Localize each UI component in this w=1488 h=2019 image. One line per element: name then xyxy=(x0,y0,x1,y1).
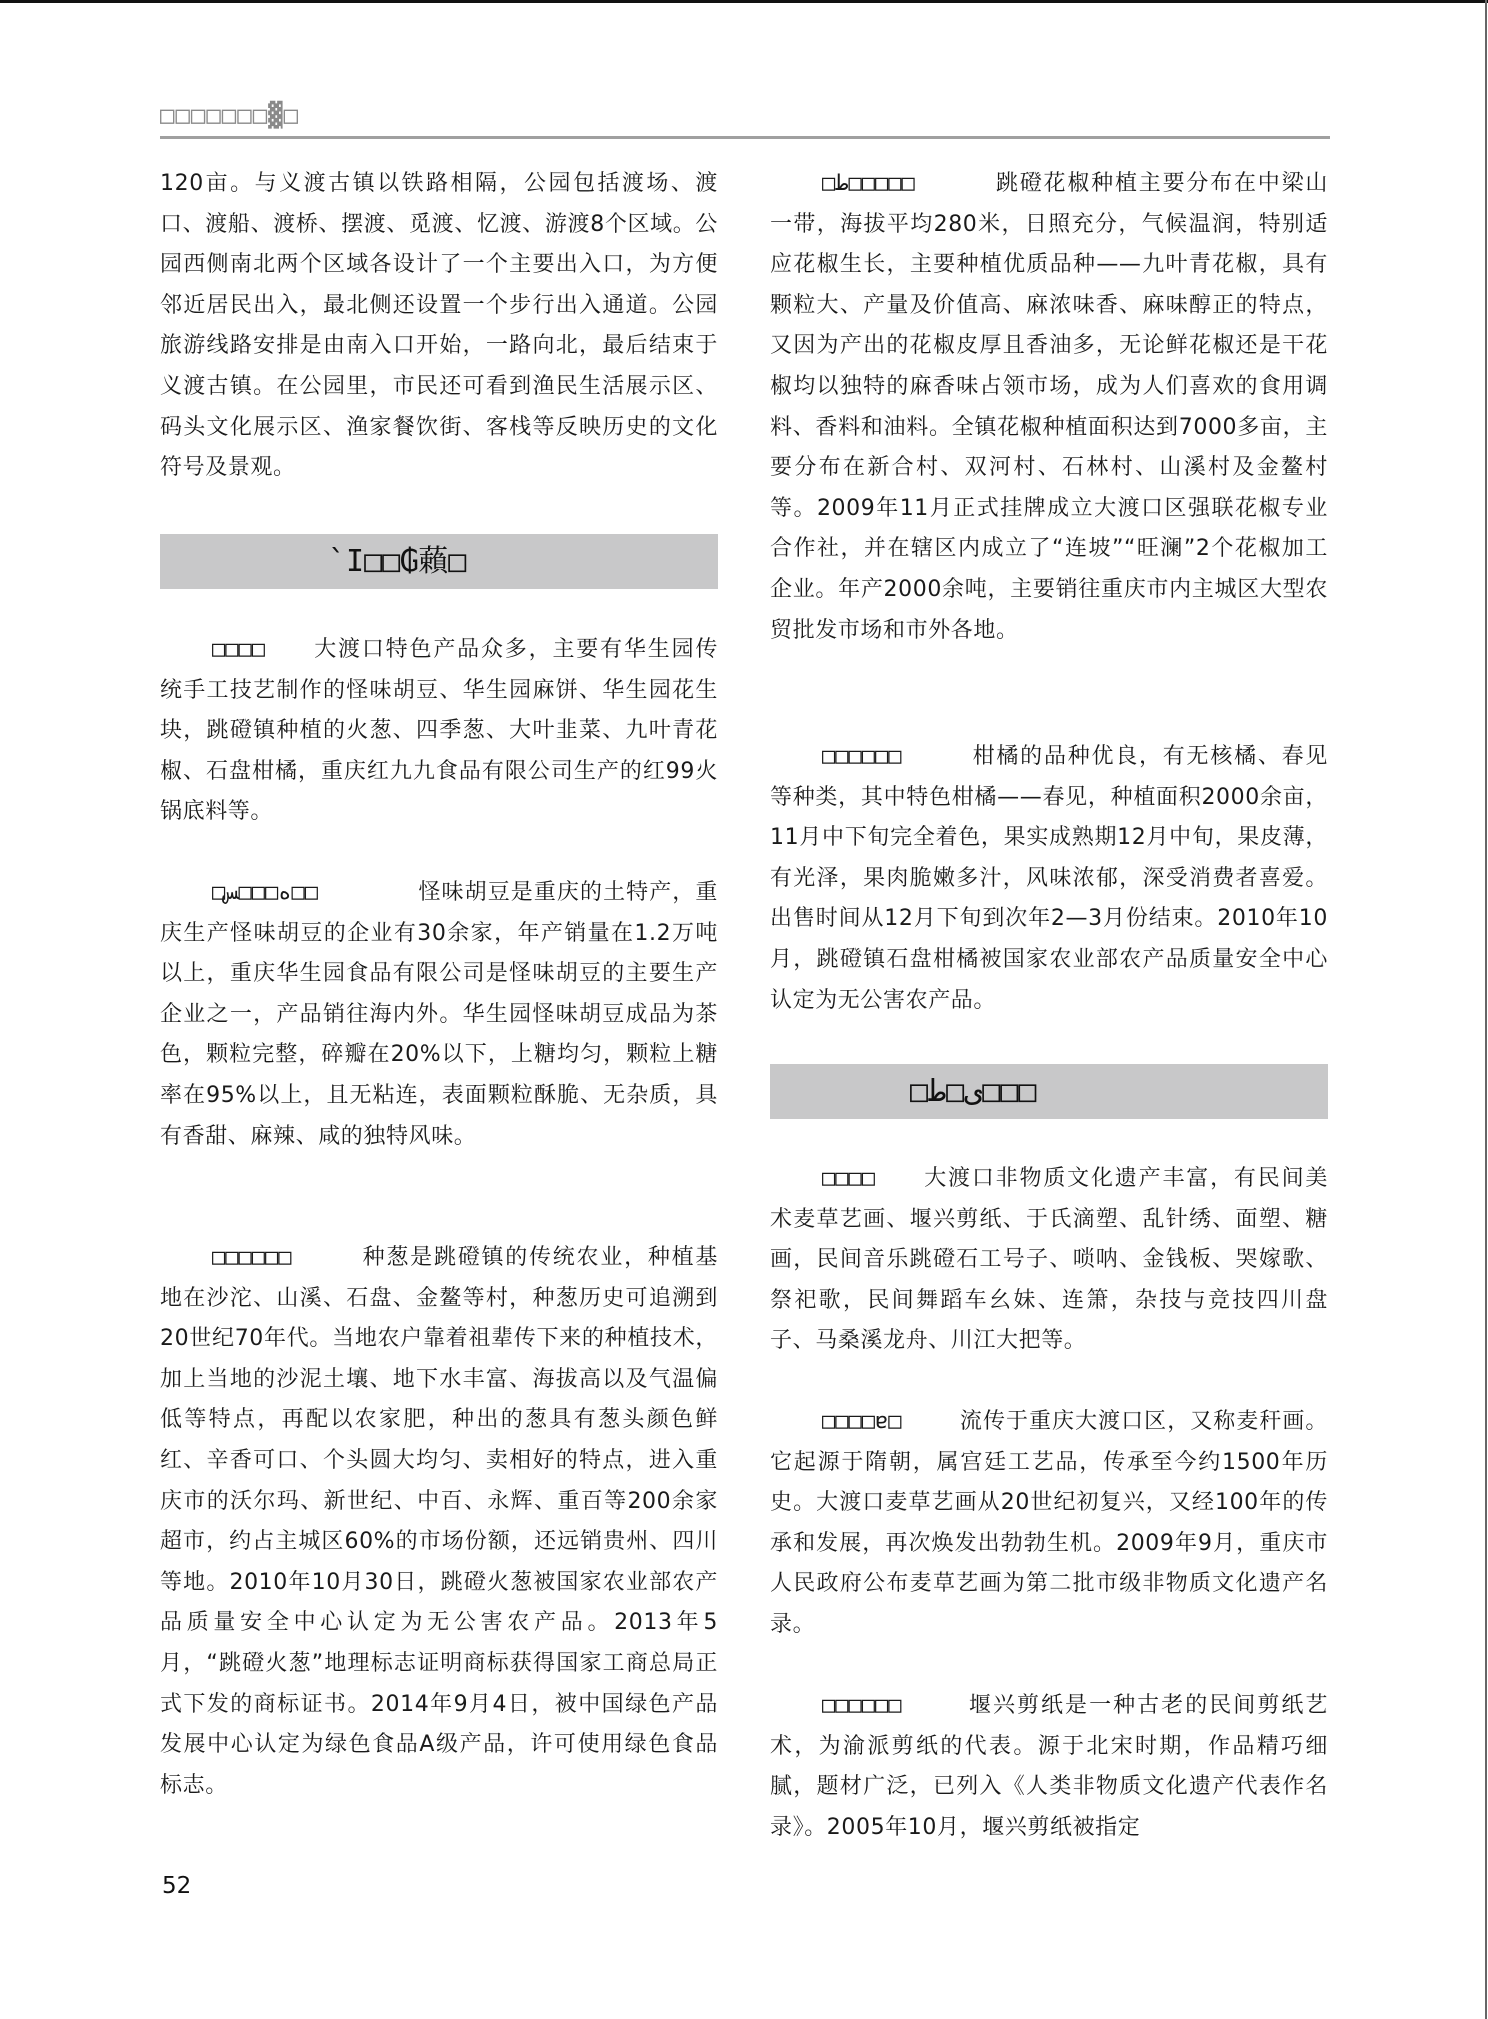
paragraph xyxy=(770,1402,1328,1646)
paragraph-subtitle: □□□□ xyxy=(822,1166,875,1191)
paragraph xyxy=(160,164,718,489)
page-number: 52 xyxy=(162,1873,192,1899)
paragraph-subtitle: □□□□ xyxy=(212,637,265,662)
paragraph-text: 柑橘的品种优良，有无核橘、春见等种类，其中特色柑橘——春见，种植面积2000余亩，11月中下旬完全着色，果实成熟期12月中旬，果皮薄，有光泽，果肉脆嫩多汁，风味浓郁，深受消费者喜爱。出售时间从12月下旬到次年2—3月份结束。2010年10月，跳磴镇石盘柑橘被国家农业部农产品质量安全中心认定为无公害农产品。 xyxy=(770,744,1328,1013)
paragraph xyxy=(770,737,1328,1021)
paragraph xyxy=(770,1159,1328,1362)
header-rule xyxy=(160,136,1330,139)
paragraph-text: 流传于重庆大渡口区，又称麦秆画。它起源于隋朝，属宫廷工艺品，传承至今约1500年历史。大渡口麦草艺画从20世纪初复兴，又经100年的传承和发展，再次焕发出勃勃生机。2009年9月，重庆市人民政府公布麦草艺画为第二批市级非物质文化遗产名录。 xyxy=(770,1409,1328,1637)
paragraph-subtitle: □□□□□□ xyxy=(822,1693,902,1718)
section-heading-bar xyxy=(160,534,718,589)
paragraph-subtitle: □□□□ɐ□ xyxy=(822,1409,902,1434)
paragraph xyxy=(160,873,718,1157)
paragraph-text: 跳磴花椒种植主要分布在中梁山一带，海拔平均280米，日照充分，气候温润，特别适应花椒生长，主要种植优质品种——九叶青花椒，具有颗粒大、产量及价值高、麻浓味香、麻味醇正的特点，又因为产出的花椒皮厚且香油多，无论鲜花椒还是干花椒均以独特的麻香味占领市场，成为人们喜欢的食用调料、香料和油料。全镇花椒种植面积达到7000多亩，主要分布在新合村、双河村、石林村、山溪村及金鳌村等。2009年11月正式挂牌成立大渡口区强联花椒专业合作社，并在辖区内成立了“连坡”“旺澜”2个花椒加工企业。年产2000余吨，主要销往重庆市内主城区大型农贸批发市场和市外各地。 xyxy=(770,171,1328,643)
paragraph-text: 大渡口特色产品众多，主要有华生园传统手工技艺制作的怪味胡豆、华生园麻饼、华生园花生块，跳磴镇种植的火葱、四季葱、大叶韭菜、九叶青花椒、石盘柑橘，重庆红九九食品有限公司生产的红99火锅底料等。 xyxy=(160,637,718,825)
paragraph-subtitle: □□□□□□ xyxy=(822,744,902,769)
paragraph xyxy=(770,164,1328,651)
paragraph-text: 堰兴剪纸是一种古老的民间剪纸艺术，为渝派剪纸的代表。源于北宋时期，作品精巧细腻，题材广泛，已列入《人类非物质文化遗产代表作名录》。2005年10月，堰兴剪纸被指定 xyxy=(770,1693,1328,1840)
paragraph-subtitle: □ط□□□□□ xyxy=(822,171,915,196)
paragraph xyxy=(770,1686,1328,1848)
section-heading: □ی□ط□□□ xyxy=(910,1074,1037,1109)
paragraph xyxy=(160,1238,718,1806)
paragraph xyxy=(160,630,718,833)
running-title: □□□□□□□▓□ xyxy=(160,101,300,129)
paragraph-subtitle: □ه□□□ﺲ□□ xyxy=(212,880,318,905)
paragraph-text: 大渡口非物质文化遗产丰富，有民间美术麦草艺画、堰兴剪纸、于氏滴塑、乱针绣、面塑、糖画，民间音乐跳磴石工号子、唢呐、金钱板、哭嫁歌、祭祀歌，民间舞蹈车幺妹、连箫，杂技与竞技四川盘子、马桑溪龙舟、川江大把等。 xyxy=(770,1166,1328,1354)
section-heading-bar xyxy=(770,1064,1328,1119)
paragraph-text: 120亩。与义渡古镇以铁路相隔，公园包括渡场、渡口、渡船、渡桥、摆渡、觅渡、忆渡、游渡8个区域。公园西侧南北两个区域各设计了一个主要出入口，为方便邻近居民出入，最北侧还设置一个步行出入通道。公园旅游线路安排是由南入口开始，一路向北，最后结束于义渡古镇。在公园里，市民还可看到渔民生活展示区、码头文化展示区、渔家餐饮街、客栈等反映历史的文化符号及景观。 xyxy=(160,171,718,481)
section-heading: `I□□₲藾□ xyxy=(328,544,467,579)
paragraph-subtitle: □□□□□□ xyxy=(212,1245,292,1270)
paragraph-text: 怪味胡豆是重庆的土特产，重庆生产怪味胡豆的企业有30余家，年产销量在1.2万吨以上，重庆华生园食品有限公司是怪味胡豆的主要生产企业之一，产品销往海内外。华生园怪味胡豆成品为茶色，颗粒完整，碎瓣在20%以下，上糖均匀，颗粒上糖率在95%以上，且无粘连，表面颗粒酥脆、无杂质，具有香甜、麻辣、咸的独特风味。 xyxy=(160,880,718,1149)
page-right-border xyxy=(1485,0,1487,2019)
page-top-border xyxy=(0,0,1488,3)
paragraph-text: 种葱是跳磴镇的传统农业，种植基地在沙沱、山溪、石盘、金鳌等村，种葱历史可追溯到20世纪70年代。当地农户靠着祖辈传下来的种植技术，加上当地的沙泥土壤、地下水丰富、海拔高以及气温偏低等特点，再配以农家肥，种出的葱具有葱头颜色鲜红、辛香可口、个头圆大均匀、卖相好的特点，进入重庆市的沃尔玛、新世纪、中百、永辉、重百等200余家超市，约占主城区60%的市场份额，还远销贵州、四川等地。2010年10月30日，跳磴火葱被国家农业部农产品质量安全中心认定为无公害农产品。2013年5月，“跳磴火葱”地理标志证明商标获得国家工商总局正式下发的商标证书。2014年9月4日，被中国绿色产品发展中心认定为绿色食品A级产品，许可使用绿色食品标志。 xyxy=(160,1245,718,1798)
